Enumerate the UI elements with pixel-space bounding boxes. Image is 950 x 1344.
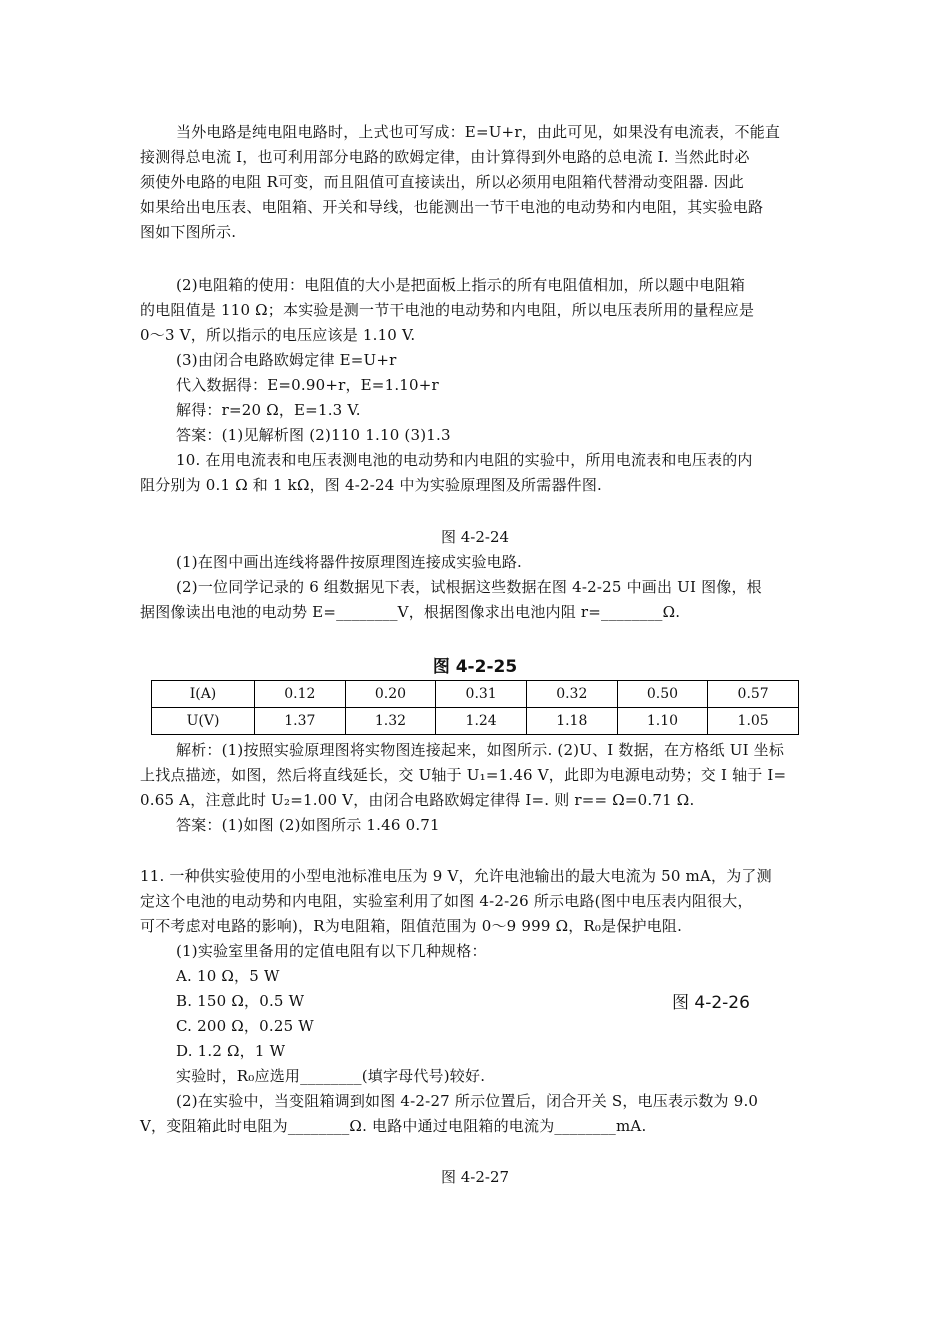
text-line: (3)由闭合电路欧姆定律 E=U+r [176,351,397,369]
analysis-line: 0.65 A，注意此时 U₂=1.00 V，由闭合电路欧姆定律得 I=. 则 r== Ω=0.71 Ω. [140,791,695,809]
table-cell: 1.18 [526,708,617,735]
row-header: U(V) [152,708,255,735]
text-line: 实验时，R₀应选用________(填字母代号)较好. [176,1067,486,1085]
text-line: 接测得总电流 I，也可利用部分电路的欧姆定律，由计算得到外电路的总电流 I. 当然此时必 [140,148,750,166]
text-line: 0～3 V，所以指示的电压应该是 1.10 V. [140,326,416,344]
option-b: B. 150 Ω，0.5 W [176,992,305,1010]
table-cell: 1.24 [436,708,527,735]
question-10-line: 阻分别为 0.1 Ω 和 1 kΩ，图 4-2-24 中为实验原理图及所需器件图. [140,476,603,494]
table-cell: 0.31 [436,681,527,708]
text-line: 据图像读出电池的电动势 E=________V，根据图像求出电池内阻 r=________Ω. [140,603,681,621]
option-a: A. 10 Ω，5 W [176,967,280,985]
table-cell: 1.05 [708,708,799,735]
text-line: 解得：r=20 Ω，E=1.3 V. [176,401,361,419]
figure-caption-4-2-25: 图 4-2-25 [432,657,518,677]
option-d: D. 1.2 Ω，1 W [176,1042,286,1060]
text-line: (2)一位同学记录的 6 组数据见下表，试根据这些数据在图 4-2-25 中画出 UI 图像，根 [176,578,762,596]
text-line: (1)实验室里备用的定值电阻有以下几种规格： [176,942,487,960]
table-cell: 0.12 [255,681,346,708]
text-line: 图如下图所示. [140,223,237,241]
table-cell: 1.37 [255,708,346,735]
figure-caption-4-2-24: 图 4-2-24 [440,528,510,546]
text-line: 须使外电路的电阻 R可变，而且阻值可直接读出，所以必须用电阻箱代替滑动变阻器. 因此 [140,173,745,191]
text-line: 代入数据得：E=0.90+r，E=1.10+r [176,376,439,394]
answer-line: 答案：(1)见解析图 (2)110 1.10 (3)1.3 [176,426,451,444]
table-row [152,681,799,708]
text-line: 如果给出电压表、电阻箱、开关和导线，也能测出一节干电池的电动势和内电阻，其实验电路 [140,198,764,216]
text-line: (2)在实验中，当变阻箱调到如图 4-2-27 所示位置后，闭合开关 S，电压表示数为 9.0 [176,1092,759,1110]
row-header: I(A) [152,681,255,708]
question-10-line: 10. 在用电流表和电压表测电池的电动势和内电阻的实验中，所用电流表和电压表的内 [176,451,753,469]
data-table [151,680,799,735]
analysis-line: 解析：(1)按照实验原理图将实物图连接起来，如图所示. (2)U、I 数据，在方格纸 UI 坐标 [176,741,785,759]
question-11-line: 定这个电池的电动势和内电阻，实验室利用了如图 4-2-26 所示电路(图中电压表内阻很大， [140,892,753,910]
option-c: C. 200 Ω，0.25 W [176,1017,314,1035]
table-cell: 1.32 [345,708,436,735]
text-line: (2)电阻箱的使用：电阻值的大小是把面板上指示的所有电阻值相加，所以题中电阻箱 [176,276,746,294]
figure-caption-4-2-26: 图 4-2-26 [672,993,750,1013]
table-row [152,708,799,735]
table-cell: 0.20 [345,681,436,708]
text-line: 的电阻值是 110 Ω；本实验是测一节干电池的电动势和内电阻，所以电压表所用的量程应是 [140,301,755,319]
table-cell: 0.32 [526,681,617,708]
text-line: V，变阻箱此时电阻为________Ω. 电路中通过电阻箱的电流为________mA. [140,1117,647,1135]
question-11-line: 可不考虑对电路的影响)，R为电阻箱，阻值范围为 0～9 999 Ω，R₀是保护电阻. [140,917,683,935]
figure-caption-4-2-27: 图 4-2-27 [440,1168,510,1186]
text-line: 当外电路是纯电阻电路时，上式也可写成：E=U+r，由此可见，如果没有电流表，不能直 [176,123,781,141]
text-line: (1)在图中画出连线将器件按原理图连接成实验电路. [176,553,523,571]
table-cell: 0.50 [617,681,708,708]
question-11-line: 11. 一种供实验使用的小型电池标准电压为 9 V，允许电池输出的最大电流为 50 mA，为了测 [140,867,772,885]
answer-line: 答案：(1)如图 (2)如图所示 1.46 0.71 [176,816,440,834]
table-cell: 0.57 [708,681,799,708]
table-cell: 1.10 [617,708,708,735]
analysis-line: 上找点描迹，如图，然后将直线延长，交 U轴于 U₁=1.46 V，此即为电源电动势；交 I 轴于 I= [140,766,787,784]
